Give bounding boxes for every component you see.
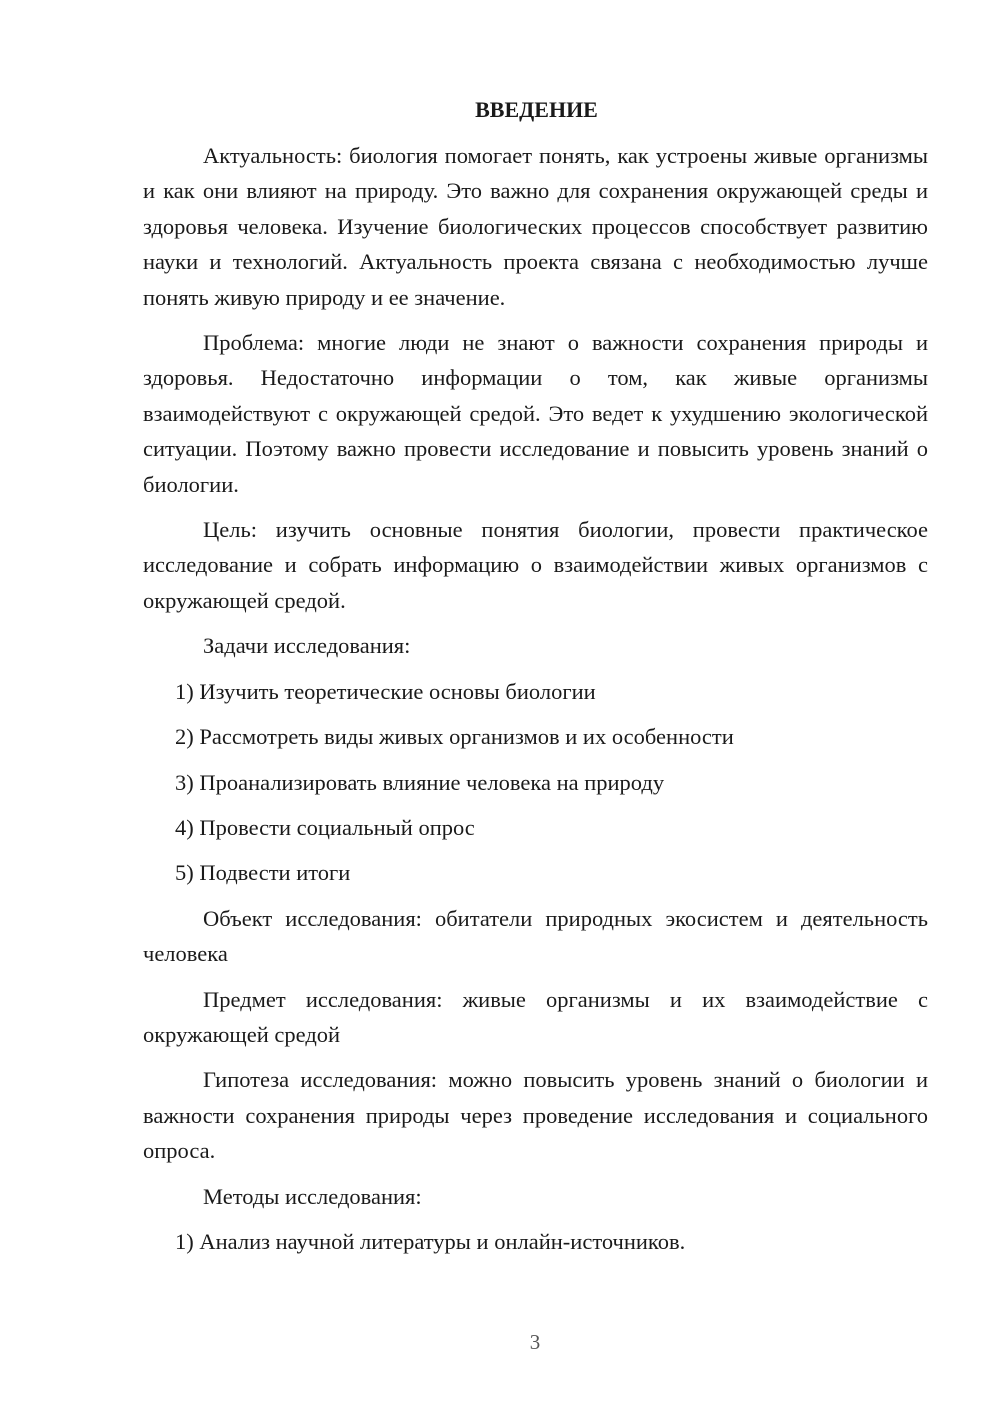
list-item: 4) Провести социальный опрос — [175, 814, 475, 840]
document-page — [143, 95, 928, 1269]
page-number: 3 — [529, 1330, 541, 1354]
list-item: 1) Анализ научной литературы и онлайн-источников. — [175, 1228, 686, 1254]
paragraph-object: Объект исследования: обитатели природных экосистем и деятельность человека — [143, 905, 928, 967]
list-item: 5) Подвести итоги — [175, 860, 351, 886]
tasks-label: Задачи исследования: — [203, 633, 411, 659]
paragraph-subject: Предмет исследования: живые организмы и их взаимодействие с окружающей средой — [143, 986, 928, 1047]
paragraph-problem: Проблема: многие люди не знают о важности сохранения природы и здоровья. Недостаточно информации о том, как живые организмы взаимодействуют с окружающей средой. Это ведет к ухудшению экологической ситуации. Поэтому важно провести исследование и повысить уровень знаний о биологии. — [143, 330, 928, 497]
section-heading: ВВЕДЕНИЕ — [475, 97, 598, 122]
methods-list — [143, 1224, 928, 1259]
paragraph-relevance: Актуальность: биология помогает понять, как устроены живые организмы и как они влияют на природу. Это важно для сохранения окружающей среды и здоровья человека. Изучение биологических процессов способствует развитию науки и технологий. Актуальность проекта связана с необходимостью лучше понять живую природу и ее значение. — [143, 143, 928, 310]
list-item: 1) Изучить теоретические основы биологии — [175, 678, 596, 704]
methods-label: Методы исследования: — [203, 1183, 422, 1209]
paragraph-goal: Цель: изучить основные понятия биологии, провести практическое исследование и собрать информацию о взаимодействии живых организмов с окружающей средой. — [143, 517, 928, 613]
list-item: 3) Проанализировать влияние человека на природу — [175, 769, 665, 795]
list-item: 2) Рассмотреть виды живых организмов и их особенности — [175, 724, 734, 750]
paragraph-hypothesis: Гипотеза исследования: можно повысить уровень знаний о биологии и важности сохранения природы через проведение исследования и социального опроса. — [143, 1067, 928, 1164]
tasks-list — [143, 674, 928, 891]
